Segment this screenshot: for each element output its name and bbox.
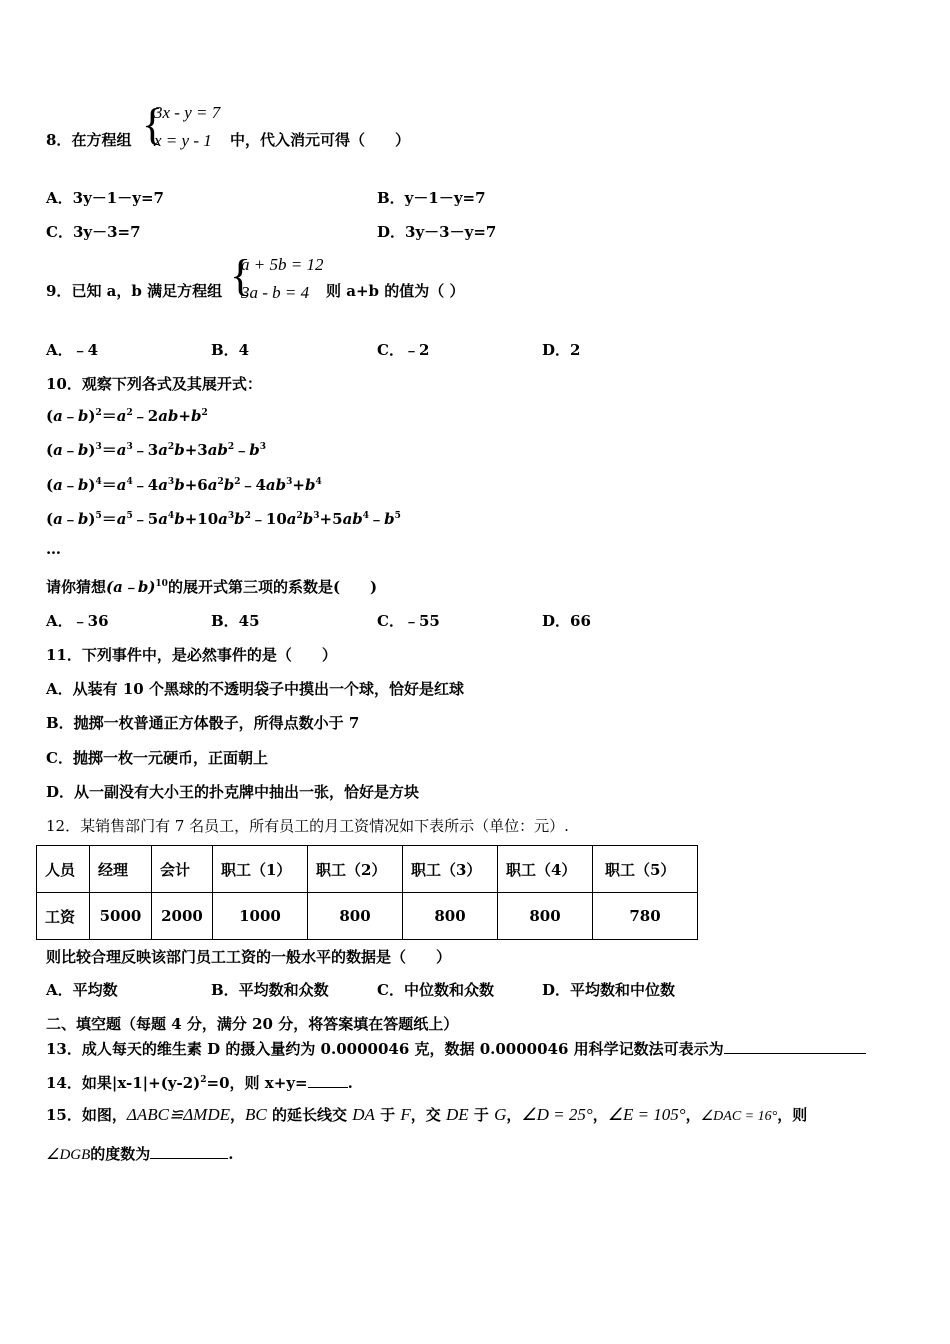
q8-eq1: 3x - y = 7 xyxy=(154,103,221,122)
q10-option-a: A．﹣36 xyxy=(46,612,109,630)
table-cell: 1000 xyxy=(213,893,308,940)
q12-question: 则比较合理反映该部门员工工资的一般水平的数据是（ ） xyxy=(46,948,452,966)
q9-option-d: D．2 xyxy=(542,341,581,359)
table-cell: 800 xyxy=(403,893,498,940)
table-row xyxy=(37,846,698,893)
q11-option-c: C．抛掷一枚一元硬币，正面朝上 xyxy=(46,749,268,767)
q9-brace: { xyxy=(230,251,252,300)
q12-option-b: B．平均数和众数 xyxy=(211,981,329,999)
q10-expansion-4: $(a﹣b)^4=a^4﹣4a^3b+6a^2b^2﹣4ab^3+b^4$ xyxy=(46,476,322,494)
q8-stem: 8．在方程组 xyxy=(46,131,132,149)
q8-brace: { xyxy=(142,100,164,149)
q10-option-d: D．66 xyxy=(542,612,591,630)
table-header-cell: 会计 xyxy=(152,846,213,893)
table-header-cell: 职工（1） xyxy=(213,846,308,893)
answer-blank[interactable] xyxy=(150,1144,228,1159)
q11-option-b: B．抛掷一枚普通正方体骰子，所得点数小于 7 xyxy=(46,714,360,732)
table-header-cell: 职工（3） xyxy=(403,846,498,893)
q8-eq2: x = y - 1 xyxy=(154,131,212,150)
table-header-cell: 经理 xyxy=(90,846,152,893)
q12-stem: 12．某销售部门有 7 名员工，所有员工的月工资情况如下表所示（单位：元）. xyxy=(46,817,569,835)
q10-expansion-2: $(a﹣b)^2=a^2﹣2ab+b^2$ xyxy=(46,407,208,425)
q10-expansion-5: $(a﹣b)^5=a^5﹣5a^4b+10a^3b^2﹣10a^2b^3+5ab^4﹣b^5$ xyxy=(46,510,401,528)
q11-option-d: D．从一副没有大小王的扑克牌中抽出一张，恰好是方块 xyxy=(46,783,420,801)
table-cell: 800 xyxy=(498,893,593,940)
q12-option-d: D．平均数和中位数 xyxy=(542,981,676,999)
q15-line2: ∠DGB的度数为 . xyxy=(46,1145,234,1163)
table-cell: 5000 xyxy=(90,893,152,940)
q8-tail: 中，代入消元可得（ ） xyxy=(230,131,411,149)
q9-option-a: A．﹣4 xyxy=(46,341,99,359)
table-row xyxy=(37,893,698,940)
q9-tail: 则 a+b 的值为（ ） xyxy=(326,282,465,300)
table-cell: 800 xyxy=(308,893,403,940)
q10-stem: 10．观察下列各式及其展开式： xyxy=(46,375,262,393)
q13: 13．成人每天的维生素 D 的摄入量约为 0.0000046 克，数据 0.0000046 用科学记数法可表示为 xyxy=(46,1038,866,1059)
q11-option-a: A．从装有 10 个黑球的不透明袋子中摸出一个球，恰好是红球 xyxy=(46,680,464,698)
q8-option-d: D．3y－3－y=7 xyxy=(377,223,497,241)
q10-ellipsis: … xyxy=(46,540,61,558)
q10-option-c: C．﹣55 xyxy=(377,612,440,630)
q14: 14．如果$|x-1|+(y-2)^2=0$，则 x+y= . xyxy=(46,1074,353,1092)
q8-option-c: C．3y－3=7 xyxy=(46,223,141,241)
q10-question: 请你猜想(a﹣b)$^{10}$的展开式第三项的系数是( ) xyxy=(46,578,378,596)
q15-line1: 15．如图，ΔABC≌ΔMDE，BC 的延长线交 DA 于 F，交 DE 于 G，∠D = 25°，∠E = 105°，∠DAC = 16°，则 xyxy=(46,1105,808,1124)
q9-eq2: 3a - b = 4 xyxy=(241,283,310,302)
table-cell: 2000 xyxy=(152,893,213,940)
table-header-cell: 职工（4） xyxy=(498,846,593,893)
q8-option-a: A．3y－1－y=7 xyxy=(46,189,164,207)
table-header-cell: 人员 xyxy=(37,846,90,893)
q10-expansion-3: $(a﹣b)^3=a^3﹣3a^2b+3ab^2﹣b^3$ xyxy=(46,441,266,459)
q9-option-c: C．﹣2 xyxy=(377,341,430,359)
q9-stem: 9．已知 a，b 满足方程组 xyxy=(46,282,223,300)
q11-stem: 11．下列事件中，是必然事件的是（ ） xyxy=(46,646,337,664)
table-header-cell: 职工（2） xyxy=(308,846,403,893)
table-header-cell: 职工（5） xyxy=(593,846,698,893)
q9-option-b: B．4 xyxy=(211,341,250,359)
table-cell: 工资 xyxy=(37,893,90,940)
wage-table xyxy=(36,845,698,940)
section-2-title: 二、填空题（每题 4 分，满分 20 分，将答案填在答题纸上） xyxy=(46,1015,459,1033)
q12-option-c: C．中位数和众数 xyxy=(377,981,494,999)
table-cell: 780 xyxy=(593,893,698,940)
q12-option-a: A．平均数 xyxy=(46,981,118,999)
q8-option-b: B．y－1－y=7 xyxy=(377,189,486,207)
q9-eq1: a + 5b = 12 xyxy=(241,255,324,274)
answer-blank[interactable] xyxy=(308,1073,348,1088)
q10-option-b: B．45 xyxy=(211,612,260,630)
answer-blank[interactable] xyxy=(724,1039,866,1054)
